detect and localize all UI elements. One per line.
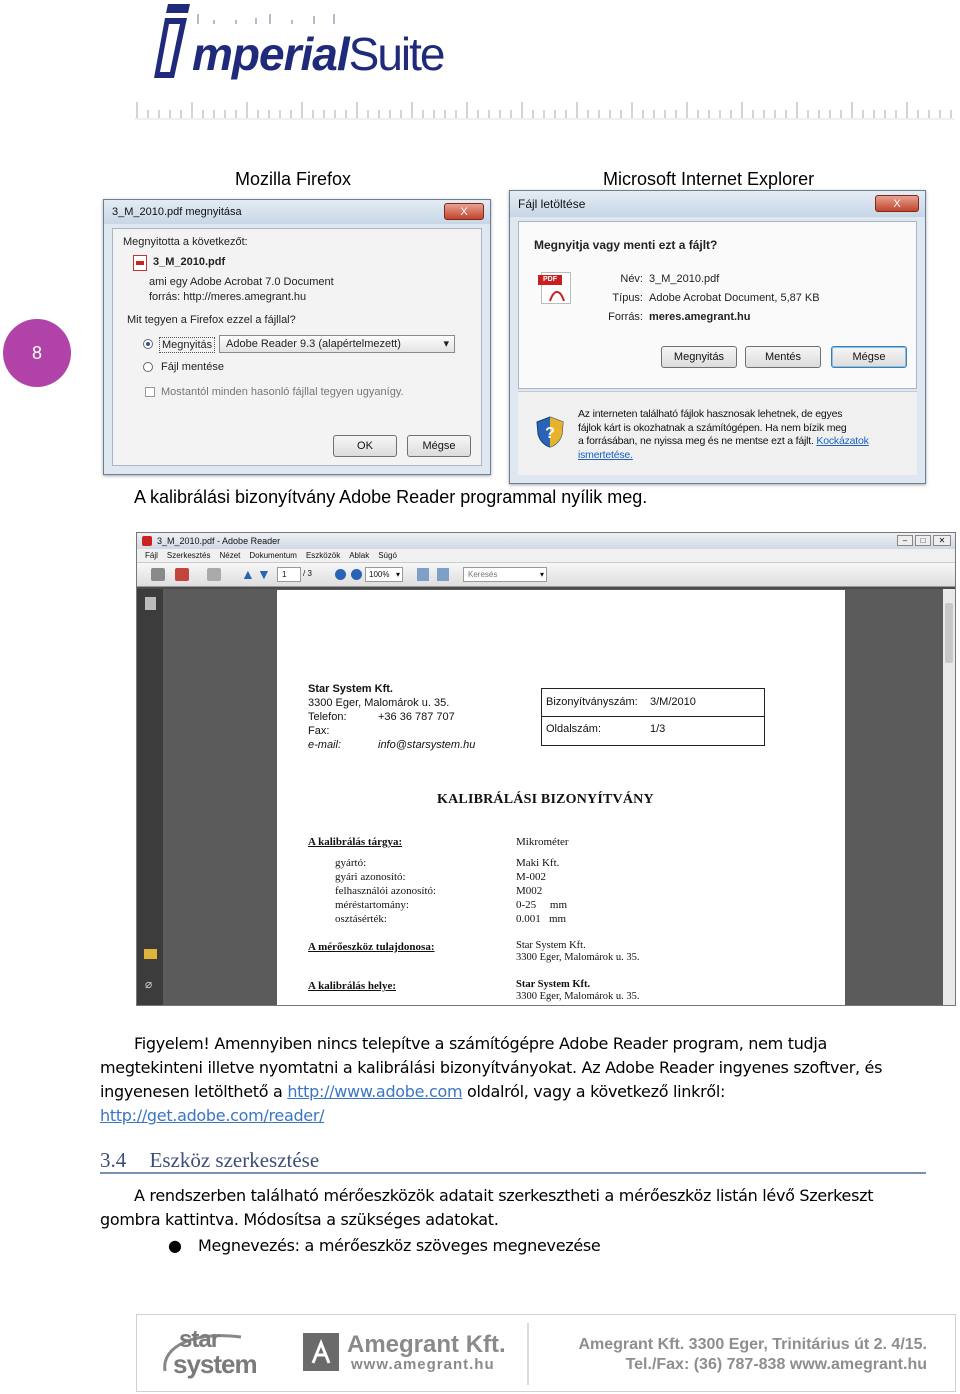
bullet-text: Megnevezés: a mérőeszköz szöveges megnevezése: [198, 1236, 601, 1255]
reader-menu-item[interactable]: Fájl: [145, 551, 158, 560]
amegrant-url: www.amegrant.hu: [351, 1356, 495, 1373]
ie-name-label: Név:: [620, 273, 643, 285]
footer-address: Amegrant Kft. 3300 Eger, Trinitárius út 2. 4/15.: [578, 1336, 927, 1353]
fit-width-icon[interactable]: [437, 568, 449, 581]
chevron-down-icon: ▾: [443, 338, 449, 350]
reader-menubar: [137, 549, 955, 563]
issuer-address: 3300 Eger, Malomárok u. 35.: [308, 697, 450, 709]
attribute-value: 0.001 mm: [516, 913, 567, 925]
adobe-site-link[interactable]: http://www.adobe.com: [287, 1082, 463, 1101]
subject-attribute-labels: [335, 856, 436, 926]
owner-company: Star System Kft.: [516, 940, 586, 951]
close-icon[interactable]: ✕: [933, 535, 951, 546]
owner-label: A mérőeszköz tulajdonosa:: [308, 941, 435, 953]
ie-warning-line: fájlok kárt is okozhatnak a számítógépen. Ha nem bízik meg: [578, 421, 847, 434]
reader-title: 3_M_2010.pdf - Adobe Reader: [157, 536, 281, 546]
issuer-company: Star System Kft.: [308, 683, 393, 695]
acrobat-tools-icon[interactable]: [175, 568, 189, 581]
reader-menu-item[interactable]: Súgó: [378, 551, 397, 560]
subject-label: A kalibrálás tárgya:: [308, 836, 403, 848]
ie-dialog-top-panel: [518, 221, 917, 389]
pages-panel-icon[interactable]: [145, 597, 156, 610]
issuer-phone-label: Telefon:: [308, 711, 347, 723]
firefox-filename: 3_M_2010.pdf: [153, 256, 226, 268]
reader-menu-item[interactable]: Eszközök: [305, 551, 341, 560]
section-number: 3.4: [100, 1148, 127, 1172]
logo-ticks-decoration: [196, 12, 346, 26]
adobe-warning-paragraph: [100, 1032, 930, 1128]
issuer-email-label: e-mail:: [308, 739, 342, 751]
ie-source-label: Forrás:: [608, 311, 643, 323]
attribute-value: Maki Kft.: [516, 857, 560, 869]
system-text: system: [173, 1349, 257, 1379]
place-label: A kalibrálás helye:: [308, 980, 397, 992]
page-total: / 3: [303, 569, 312, 578]
minimize-icon[interactable]: –: [897, 535, 913, 546]
reader-scrollbar[interactable]: [943, 589, 955, 1005]
search-placeholder: Keresés: [468, 570, 498, 579]
attribute-value: 0-25 mm: [516, 899, 568, 911]
bullet-item: [168, 1234, 600, 1258]
comment-icon[interactable]: [144, 949, 157, 959]
logo-i-mark: [154, 4, 190, 78]
edit-line-1: A rendszerben található mérőeszközök adatait szerkesztheti a mérőeszköz listán lévő Szerkeszt: [134, 1186, 874, 1205]
ie-source-value: meres.amegrant.hu: [649, 311, 751, 323]
place-address: 3300 Eger, Malomárok u. 35.: [516, 991, 640, 1002]
header-ruler-decoration: [135, 98, 955, 120]
caption-adobe-note: A kalibrálási bizonyítvány Adobe Reader programmal nyílik meg.: [134, 487, 648, 507]
firefox-close-button[interactable]: [444, 203, 484, 220]
certificate-info-box: [541, 688, 765, 746]
fit-page-icon[interactable]: [417, 568, 429, 581]
ie-question: Megnyitja vagy menti ezt a fájlt?: [534, 238, 718, 252]
scrollbar-thumb[interactable]: [945, 603, 953, 663]
page-count-label: Oldalszám:: [546, 723, 602, 735]
open-app-select[interactable]: [219, 335, 455, 353]
share-icon[interactable]: [207, 568, 221, 581]
cert-number-label: Bizonyítványszám:: [546, 696, 638, 708]
firefox-source: forrás: http://meres.amegrant.hu: [149, 291, 307, 303]
adobe-reader-window: [136, 532, 956, 1006]
ie-dialog-title: Fájl letöltése: [518, 197, 586, 211]
firefox-dialog-titlebar: [104, 200, 490, 224]
page-number: 8: [31, 342, 42, 363]
reader-navigation-pane: [137, 589, 163, 1005]
place-company: Star System Kft.: [516, 979, 591, 990]
footer-contact: [547, 1335, 927, 1375]
ie-open-button[interactable]: Megnyitás: [661, 346, 737, 368]
zoom-select[interactable]: [365, 567, 403, 582]
bullet-icon: ●: [168, 1236, 182, 1255]
print-icon[interactable]: [151, 568, 165, 581]
cert-number: 3/M/2010: [650, 696, 696, 708]
warning-line-2: megtekinteni illetve nyomtatni a kalibrálási bizonyítványokat. Az Adobe Reader ingyenes szoftver, és: [100, 1058, 883, 1077]
section-heading: [100, 1148, 926, 1174]
subject-attribute-values: [516, 856, 567, 926]
caption-firefox: Mozilla Firefox: [235, 169, 352, 189]
owner-address: 3300 Eger, Malomárok u. 35.: [516, 952, 640, 963]
save-radio-label[interactable]: Fájl mentése: [161, 361, 224, 373]
open-radio-label[interactable]: Megnyitás: [159, 337, 215, 353]
warning-line-3-end: oldalról, vagy a következő linkről:: [462, 1082, 726, 1101]
svg-text:?: ?: [545, 425, 555, 442]
ie-download-dialog: [509, 190, 926, 484]
firefox-intro-text: Megnyitotta a következőt:: [123, 236, 248, 248]
reader-menu-item[interactable]: Ablak: [349, 551, 370, 560]
attribute-label: osztásérték:: [335, 913, 387, 925]
attribute-label: felhasználói azonosító:: [335, 885, 437, 897]
arrow-down-icon[interactable]: ▼: [257, 566, 271, 582]
close-icon: X: [460, 206, 468, 218]
attribute-label: gyártó:: [335, 857, 367, 869]
risks-link-cont[interactable]: ismertetése.: [578, 448, 633, 461]
reader-menu-item[interactable]: Dokumentum: [249, 551, 297, 560]
attachment-icon[interactable]: ⌀: [145, 977, 153, 991]
amegrant-name: Amegrant Kft.: [347, 1331, 506, 1358]
edit-line-2: gombra kattintva. Módosítsa a szükséges adatokat.: [100, 1210, 499, 1229]
page-footer: [136, 1314, 956, 1392]
pdf-badge: PDF: [538, 275, 562, 285]
ie-name-value: 3_M_2010.pdf: [649, 273, 720, 285]
footer-divider: [527, 1323, 535, 1385]
owner-value: [516, 940, 640, 964]
ie-warning-panel: [518, 391, 917, 475]
pdf-file-icon: [541, 272, 571, 304]
adobe-reader-download-link[interactable]: http://get.adobe.com/reader/: [100, 1106, 325, 1125]
firefox-question: Mit tegyen a Firefox ezzel a fájllal?: [127, 314, 296, 326]
attribute-value: M002: [516, 885, 543, 897]
reader-app-icon: [142, 536, 152, 546]
logo-wordmark: mperialSuite: [192, 28, 444, 80]
save-radio[interactable]: [143, 362, 153, 372]
issuer-phone: +36 36 787 707: [378, 711, 455, 723]
chevron-down-icon: ▾: [395, 570, 400, 579]
warning-line-3: ingyenesen letölthető a: [100, 1082, 288, 1101]
reader-titlebar: [137, 533, 955, 549]
ie-warning-text: [578, 408, 869, 462]
subject-value: Mikrométer: [516, 836, 569, 848]
firefox-filetype: ami egy Adobe Acrobat 7.0 Document: [149, 276, 334, 288]
firefox-dialog-body: [112, 228, 482, 466]
page-number-input[interactable]: 1: [277, 567, 301, 582]
issuer-fax-label: Fax:: [308, 725, 330, 737]
reader-toolbar: [137, 563, 955, 587]
maximize-icon[interactable]: □: [915, 535, 931, 546]
section-title: Eszköz szerkesztése: [149, 1148, 320, 1172]
page-count: 1/3: [650, 723, 666, 735]
firefox-cancel-button[interactable]: Mégse: [407, 435, 471, 457]
pdf-page: [277, 590, 845, 1005]
ie-dialog-titlebar: [510, 191, 925, 217]
attribute-label: gyári azonosító:: [335, 871, 406, 883]
star-text: star: [179, 1326, 220, 1353]
page-number-badge: [3, 319, 71, 387]
arrow-up-icon[interactable]: ▲: [241, 566, 255, 582]
issuer-email: info@starsystem.hu: [378, 739, 476, 751]
ie-type-label: Típus:: [612, 292, 643, 304]
firefox-download-dialog: [103, 199, 491, 475]
close-icon: X: [893, 198, 901, 210]
edit-paragraph: [100, 1184, 930, 1232]
zoom-value: 100%: [369, 570, 390, 579]
ie-type-value: Adobe Acrobat Document, 5,87 KB: [649, 292, 820, 304]
ie-close-button[interactable]: [875, 195, 919, 212]
caption-ie: Microsoft Internet Explorer: [603, 169, 815, 189]
issuer-block: [308, 682, 475, 752]
shield-icon: [536, 416, 564, 448]
attribute-label: méréstartomány:: [335, 899, 409, 911]
reader-menu-item[interactable]: Nézet: [219, 551, 241, 560]
open-radio[interactable]: [143, 339, 153, 349]
reader-menu-item[interactable]: Szerkesztés: [166, 551, 211, 560]
warning-line-1: Figyelem! Amennyiben nincs telepítve a számítógépre Adobe Reader program, nem tudja: [134, 1034, 828, 1053]
remember-checkbox[interactable]: [145, 387, 155, 397]
place-value: [516, 979, 640, 1003]
remember-label: Mostantól minden hasonló fájllal tegyen ugyanígy.: [161, 386, 404, 398]
risks-link[interactable]: Kockázatok: [816, 435, 869, 447]
zoom-in-icon[interactable]: [351, 569, 362, 580]
attribute-value: M-002: [516, 871, 546, 883]
firefox-dialog-title: 3_M_2010.pdf megnyitása: [112, 206, 242, 218]
certificate-heading: KALIBRÁLÁSI BIZONYÍTVÁNY: [437, 792, 654, 807]
star-system-logo: [157, 1327, 257, 1383]
reader-search-input[interactable]: [463, 567, 547, 582]
ie-cancel-button[interactable]: Mégse: [831, 346, 907, 368]
open-app-value: Adobe Reader 9.3 (alapértelmezett): [226, 338, 401, 350]
ie-warning-line: Az interneten található fájlok hasznosak lehetnek, de egyes: [578, 408, 843, 420]
zoom-out-icon[interactable]: [335, 569, 346, 580]
footer-phone: Tel./Fax: (36) 787-838 www.amegrant.hu: [625, 1356, 927, 1373]
pdf-file-icon: [133, 255, 147, 271]
ie-warning-line: a forrásában, ne nyissa meg és ne mentse ezt a fájlt.: [578, 435, 814, 447]
firefox-ok-button[interactable]: OK: [333, 435, 397, 457]
chevron-down-icon: ▾: [539, 570, 544, 579]
amegrant-logo-icon: [303, 1333, 339, 1371]
ie-save-button[interactable]: Mentés: [745, 346, 821, 368]
